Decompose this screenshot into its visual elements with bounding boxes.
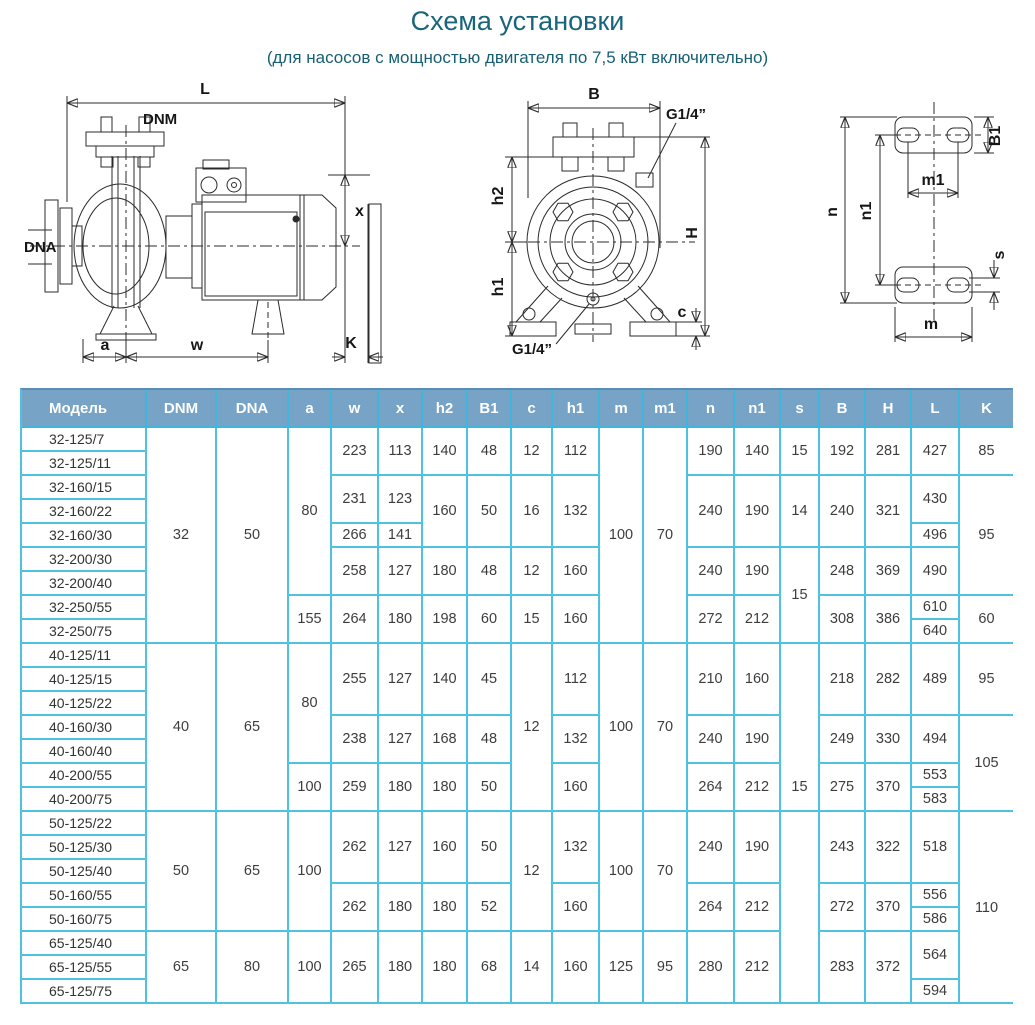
value-cell: 610: [912, 596, 960, 620]
dim-label-L: L: [200, 81, 210, 98]
model-cell: 50-160/55: [22, 884, 147, 908]
column-header: Модель: [22, 390, 147, 428]
value-cell: 240: [688, 548, 735, 596]
model-cell: 50-125/22: [22, 812, 147, 836]
value-cell: 132: [553, 476, 600, 548]
model-cell: 40-200/75: [22, 788, 147, 812]
dim-label-x: x: [355, 203, 364, 220]
value-cell: 272: [688, 596, 735, 644]
value-cell: 489: [912, 644, 960, 716]
pump-footprint-view: [824, 102, 1008, 342]
model-cell: 32-200/30: [22, 548, 147, 572]
column-header: h2: [423, 390, 468, 428]
value-cell: 583: [912, 788, 960, 812]
value-cell: 370: [866, 884, 912, 932]
value-cell: 556: [912, 884, 960, 908]
value-cell: 330: [866, 716, 912, 764]
model-cell: 40-125/15: [22, 668, 147, 692]
value-cell: 280: [688, 932, 735, 1004]
value-cell: 640: [912, 620, 960, 644]
dim-label-h1: h1: [490, 277, 507, 297]
value-cell: 112: [553, 428, 600, 476]
value-cell: 168: [423, 716, 468, 764]
model-cell: 32-250/55: [22, 596, 147, 620]
value-cell: 321: [866, 476, 912, 548]
value-cell: 65: [147, 932, 217, 1004]
model-cell: 50-160/75: [22, 908, 147, 932]
model-cell: 50-125/40: [22, 860, 147, 884]
value-cell: 12: [512, 548, 553, 596]
value-cell: 594: [912, 980, 960, 1004]
value-cell: 48: [468, 428, 512, 476]
value-cell: 125: [600, 932, 644, 1004]
value-cell: 190: [735, 548, 781, 596]
value-cell: 264: [332, 596, 379, 644]
value-cell: 32: [147, 428, 217, 644]
value-cell: 248: [820, 548, 866, 596]
value-cell: 140: [423, 644, 468, 716]
page-title: Схема установки: [410, 6, 625, 36]
value-cell: 223: [332, 428, 379, 476]
value-cell: 68: [468, 932, 512, 1004]
value-cell: 52: [468, 884, 512, 932]
value-cell: 80: [289, 644, 332, 764]
model-cell: 40-125/22: [22, 692, 147, 716]
value-cell: 160: [553, 884, 600, 932]
column-header: x: [379, 390, 423, 428]
column-header: c: [512, 390, 553, 428]
value-cell: 160: [553, 764, 600, 812]
value-cell: 275: [820, 764, 866, 812]
value-cell: 45: [468, 644, 512, 716]
dimensions-table: [20, 388, 1013, 1004]
value-cell: [960, 932, 1013, 1004]
dim-label-B1: B1: [987, 125, 1004, 147]
value-cell: 264: [688, 764, 735, 812]
value-cell: 132: [553, 716, 600, 764]
dim-label-a: a: [100, 337, 110, 354]
dim-label-s: s: [991, 250, 1008, 260]
value-cell: 564: [912, 932, 960, 980]
dim-label-DNA: DNA: [24, 239, 57, 256]
value-cell: 70: [644, 428, 688, 644]
model-cell: 40-200/55: [22, 764, 147, 788]
value-cell: 105: [960, 716, 1013, 812]
value-cell: 192: [820, 428, 866, 476]
value-cell: 190: [688, 428, 735, 476]
value-cell: 65: [217, 644, 289, 812]
value-cell: 180: [379, 764, 423, 812]
value-cell: 180: [423, 884, 468, 932]
value-cell: 123: [379, 476, 423, 524]
table-row: [22, 428, 1013, 452]
value-cell: 212: [735, 884, 781, 932]
value-cell: 80: [217, 932, 289, 1004]
value-cell: 238: [332, 716, 379, 764]
value-cell: 255: [332, 644, 379, 716]
column-header: n1: [735, 390, 781, 428]
value-cell: 212: [735, 932, 781, 1004]
model-cell: 32-250/75: [22, 620, 147, 644]
model-cell: 32-125/11: [22, 452, 147, 476]
model-cell: 32-160/22: [22, 500, 147, 524]
value-cell: 140: [423, 428, 468, 476]
value-cell: 50: [217, 428, 289, 644]
table-row: [22, 812, 1013, 836]
dim-label-K: K: [345, 335, 357, 352]
value-cell: 308: [820, 596, 866, 644]
value-cell: 190: [735, 716, 781, 764]
value-cell: 60: [468, 596, 512, 644]
column-header: L: [912, 390, 960, 428]
pump-front-view: [490, 86, 710, 358]
value-cell: 370: [866, 764, 912, 812]
table-row: [22, 644, 1013, 668]
header-row: [22, 390, 1013, 428]
value-cell: 155: [289, 596, 332, 644]
value-cell: 518: [912, 812, 960, 884]
value-cell: 240: [820, 476, 866, 548]
value-cell: 112: [553, 644, 600, 716]
value-cell: 369: [866, 548, 912, 596]
value-cell: 100: [600, 644, 644, 812]
dimensions-table-wrap: [20, 388, 1035, 1004]
dim-label-m: m: [923, 316, 939, 333]
value-cell: 210: [688, 644, 735, 716]
value-cell: 85: [960, 428, 1013, 476]
value-cell: 50: [468, 764, 512, 812]
model-cell: 65-125/55: [22, 956, 147, 980]
value-cell: [960, 812, 1013, 884]
value-cell: 386: [866, 596, 912, 644]
value-cell: 50: [468, 476, 512, 548]
value-cell: 15: [781, 428, 820, 476]
value-cell: 586: [912, 908, 960, 932]
value-cell: 100: [289, 812, 332, 932]
value-cell: 15: [512, 596, 553, 644]
page-subtitle: (для насосов с мощностью двигателя по 7,5 кВт включительно): [266, 48, 769, 67]
value-cell: 12: [512, 812, 553, 932]
value-cell: 430: [912, 476, 960, 524]
column-header: m: [600, 390, 644, 428]
table-header: [22, 390, 1013, 428]
page: [0, 6, 1035, 1004]
column-header: w: [332, 390, 379, 428]
dim-label-DNM: DNM: [143, 111, 178, 128]
table-row: [22, 932, 1013, 956]
value-cell: 40: [147, 644, 217, 812]
model-cell: 40-160/30: [22, 716, 147, 740]
value-cell: 283: [820, 932, 866, 1004]
value-cell: 494: [912, 716, 960, 764]
model-cell: 65-125/75: [22, 980, 147, 1004]
installation-drawings: [0, 70, 1035, 380]
value-cell: 180: [423, 932, 468, 1004]
model-cell: 50-125/30: [22, 836, 147, 860]
dim-label-m1: m1: [921, 172, 945, 189]
model-cell: 32-125/7: [22, 428, 147, 452]
value-cell: 127: [379, 716, 423, 764]
value-cell: 266: [332, 524, 379, 548]
value-cell: 180: [423, 548, 468, 596]
value-cell: 264: [688, 884, 735, 932]
value-cell: 180: [379, 884, 423, 932]
value-cell: 100: [289, 764, 332, 812]
column-header: n: [688, 390, 735, 428]
value-cell: 100: [600, 428, 644, 644]
value-cell: 95: [644, 932, 688, 1004]
value-cell: [781, 644, 820, 764]
dim-label-n: n: [824, 207, 841, 217]
value-cell: 212: [735, 764, 781, 812]
value-cell: 427: [912, 428, 960, 476]
value-cell: 95: [960, 476, 1013, 596]
model-cell: 40-160/40: [22, 740, 147, 764]
column-header: m1: [644, 390, 688, 428]
value-cell: 240: [688, 476, 735, 548]
column-header: s: [781, 390, 820, 428]
value-cell: 160: [553, 932, 600, 1004]
value-cell: 12: [512, 428, 553, 476]
value-cell: 282: [866, 644, 912, 716]
value-cell: 65: [217, 812, 289, 932]
model-cell: 32-200/40: [22, 572, 147, 596]
value-cell: 160: [553, 548, 600, 596]
dim-label-h2: h2: [490, 186, 507, 206]
value-cell: 14: [512, 932, 553, 1004]
column-header: K: [960, 390, 1013, 428]
column-header: h1: [553, 390, 600, 428]
value-cell: 14: [781, 476, 820, 548]
model-cell: 32-160/30: [22, 524, 147, 548]
model-cell: 40-125/11: [22, 644, 147, 668]
value-cell: 240: [688, 812, 735, 884]
value-cell: 80: [289, 428, 332, 596]
value-cell: 160: [423, 812, 468, 884]
dim-label-g14-bottom: G1/4”: [512, 341, 553, 358]
value-cell: 48: [468, 716, 512, 764]
value-cell: 50: [468, 812, 512, 884]
pump-side-view: [24, 81, 383, 363]
value-cell: 281: [866, 428, 912, 476]
value-cell: 15: [781, 764, 820, 812]
value-cell: 132: [553, 812, 600, 884]
value-cell: 70: [644, 812, 688, 932]
table-body: [22, 428, 1013, 1004]
column-header: H: [866, 390, 912, 428]
dim-label-B: B: [588, 86, 600, 103]
value-cell: 160: [423, 476, 468, 548]
dim-label-w: w: [190, 337, 204, 354]
column-header: DNA: [217, 390, 289, 428]
value-cell: 180: [379, 932, 423, 1004]
value-cell: 265: [332, 932, 379, 1004]
value-cell: 160: [553, 596, 600, 644]
value-cell: 127: [379, 548, 423, 596]
value-cell: 141: [379, 524, 423, 548]
dim-label-g14-top: G1/4”: [666, 106, 707, 123]
value-cell: 70: [644, 644, 688, 812]
value-cell: 496: [912, 524, 960, 548]
value-cell: 262: [332, 812, 379, 884]
value-cell: 190: [735, 812, 781, 884]
column-header: a: [289, 390, 332, 428]
value-cell: 160: [735, 644, 781, 716]
value-cell: 140: [735, 428, 781, 476]
value-cell: 243: [820, 812, 866, 884]
value-cell: 180: [379, 596, 423, 644]
value-cell: 100: [600, 812, 644, 932]
value-cell: 180: [423, 764, 468, 812]
value-cell: 198: [423, 596, 468, 644]
value-cell: 240: [688, 716, 735, 764]
value-cell: 262: [332, 884, 379, 932]
value-cell: 372: [866, 932, 912, 1004]
value-cell: [781, 812, 820, 932]
column-header: B1: [468, 390, 512, 428]
value-cell: [781, 932, 820, 1004]
value-cell: 113: [379, 428, 423, 476]
value-cell: 322: [866, 812, 912, 884]
model-cell: 65-125/40: [22, 932, 147, 956]
dim-label-H: H: [684, 227, 701, 239]
value-cell: 249: [820, 716, 866, 764]
value-cell: 50: [147, 812, 217, 932]
value-cell: 553: [912, 764, 960, 788]
value-cell: 231: [332, 476, 379, 524]
value-cell: 48: [468, 548, 512, 596]
dim-label-c: c: [677, 304, 687, 321]
value-cell: 212: [735, 596, 781, 644]
value-cell: 95: [960, 644, 1013, 716]
value-cell: 12: [512, 644, 553, 812]
column-header: DNM: [147, 390, 217, 428]
value-cell: 60: [960, 596, 1013, 644]
value-cell: 127: [379, 812, 423, 884]
value-cell: 15: [781, 548, 820, 644]
value-cell: 110: [960, 884, 1013, 932]
dim-label-n1: n1: [858, 201, 875, 221]
value-cell: 190: [735, 476, 781, 548]
value-cell: 272: [820, 884, 866, 932]
value-cell: 16: [512, 476, 553, 548]
value-cell: 258: [332, 548, 379, 596]
value-cell: 100: [289, 932, 332, 1004]
value-cell: 127: [379, 644, 423, 716]
value-cell: 490: [912, 548, 960, 596]
column-header: B: [820, 390, 866, 428]
value-cell: 259: [332, 764, 379, 812]
model-cell: 32-160/15: [22, 476, 147, 500]
value-cell: 218: [820, 644, 866, 716]
